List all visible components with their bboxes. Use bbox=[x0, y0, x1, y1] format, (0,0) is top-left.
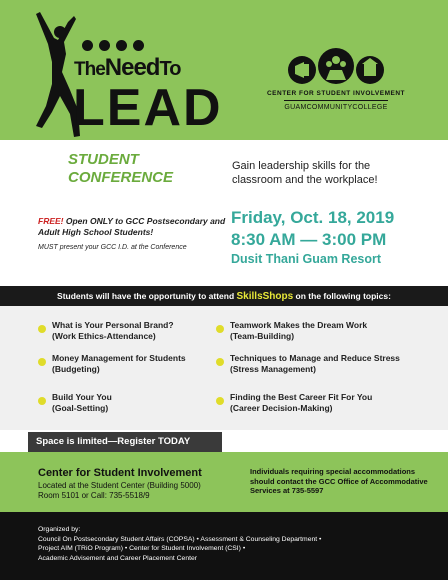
register-notice: Space is limited—Register TODAY bbox=[28, 432, 222, 452]
topic-item bbox=[230, 320, 420, 342]
event-title-top bbox=[74, 56, 180, 80]
topic-item bbox=[52, 392, 242, 414]
topic-title: Techniques to Manage and Reduce Stress bbox=[230, 353, 400, 363]
topics-bar bbox=[0, 286, 448, 306]
organizers-line1: Council On Postsecondary Student Affairs (COPSA) • Assessment & Counseling Department • bbox=[38, 535, 322, 543]
topic-item bbox=[230, 392, 420, 414]
title-the: The bbox=[74, 59, 105, 80]
logo-divider bbox=[284, 100, 388, 101]
topic-item bbox=[230, 353, 420, 375]
csi-logo-icon bbox=[286, 42, 386, 88]
topic-subtitle: (Stress Management) bbox=[230, 364, 316, 374]
eligibility-text bbox=[38, 216, 228, 238]
csi-location bbox=[38, 481, 238, 501]
title-to: To bbox=[159, 58, 181, 80]
dot-icon bbox=[99, 40, 110, 51]
conference-tagline: Gain leadership skills for the classroom and the workplace! bbox=[232, 160, 378, 186]
conference-title-line1: STUDENT bbox=[68, 151, 139, 168]
csi-location-line2: Room 5101 or Call: 735-5518/9 bbox=[38, 491, 150, 500]
title-need: Need bbox=[104, 54, 160, 81]
open-text: Open ONLY to GCC Postsecondary and Adult High School Students! bbox=[38, 216, 226, 237]
topic-subtitle: (Team-Building) bbox=[230, 331, 295, 341]
accommodations-note: Individuals requiring special accommodations should contact the GCC Office of Accommodative Services at 735-5597 bbox=[250, 467, 428, 495]
csi-location-line1: Located at the Student Center (Building 5000) bbox=[38, 481, 201, 490]
bullet-icon bbox=[216, 325, 224, 333]
dot-icon bbox=[133, 40, 144, 51]
organizers-line2: Project AIM (TRiO Program) • Center for Student Involvement (CSI) • bbox=[38, 545, 246, 552]
title-lead: LEAD bbox=[73, 79, 223, 137]
topic-title: Build Your You bbox=[52, 392, 112, 402]
decorative-dots bbox=[82, 40, 144, 51]
topic-subtitle: (Career Decision-Making) bbox=[230, 403, 333, 413]
bullet-icon bbox=[38, 325, 46, 333]
event-venue: Dusit Thani Guam Resort bbox=[231, 252, 382, 266]
event-time: 8:30 AM — 3:00 PM bbox=[231, 230, 387, 249]
conference-title-line2: CONFERENCE bbox=[68, 169, 174, 186]
topic-item bbox=[52, 320, 242, 342]
topic-subtitle: (Budgeting) bbox=[52, 364, 100, 374]
topic-subtitle: (Goal-Setting) bbox=[52, 403, 109, 413]
bullet-icon bbox=[216, 358, 224, 366]
organizers-line3: Academic Advisement and Career Placement Center bbox=[38, 554, 198, 562]
logo-college-text: GUAMCOMMUNITYCOLLEGE bbox=[284, 104, 388, 111]
id-requirement: MUST present your GCC I.D. at the Conference bbox=[38, 244, 187, 251]
topic-subtitle: (Work Ethics-Attendance) bbox=[52, 331, 156, 341]
topic-title: Teamwork Makes the Dream Work bbox=[230, 320, 368, 330]
topic-title: What is Your Personal Brand? bbox=[52, 320, 174, 330]
event-date: Friday, Oct. 18, 2019 bbox=[231, 208, 395, 227]
dot-icon bbox=[116, 40, 127, 51]
topic-title: Money Management for Students bbox=[52, 353, 186, 363]
bullet-icon bbox=[38, 397, 46, 405]
conference-title bbox=[68, 151, 208, 187]
organized-by-label: Organized by: bbox=[38, 526, 81, 533]
topics-bar-prefix: Students will have the opportunity to attend bbox=[57, 291, 237, 301]
topics-bar-suffix: on the following topics: bbox=[293, 291, 391, 301]
skillsshops-highlight: SkillsShops bbox=[236, 291, 294, 302]
free-label: FREE! bbox=[38, 216, 64, 226]
bullet-icon bbox=[38, 358, 46, 366]
organizers bbox=[38, 525, 438, 563]
topic-item bbox=[52, 353, 242, 375]
csi-title: Center for Student Involvement bbox=[38, 467, 202, 479]
logo-csi-text: CENTER FOR STUDENT INVOLVEMENT bbox=[266, 90, 406, 97]
topic-title: Finding the Best Career Fit For You bbox=[230, 392, 373, 402]
dot-icon bbox=[82, 40, 93, 51]
bullet-icon bbox=[216, 397, 224, 405]
